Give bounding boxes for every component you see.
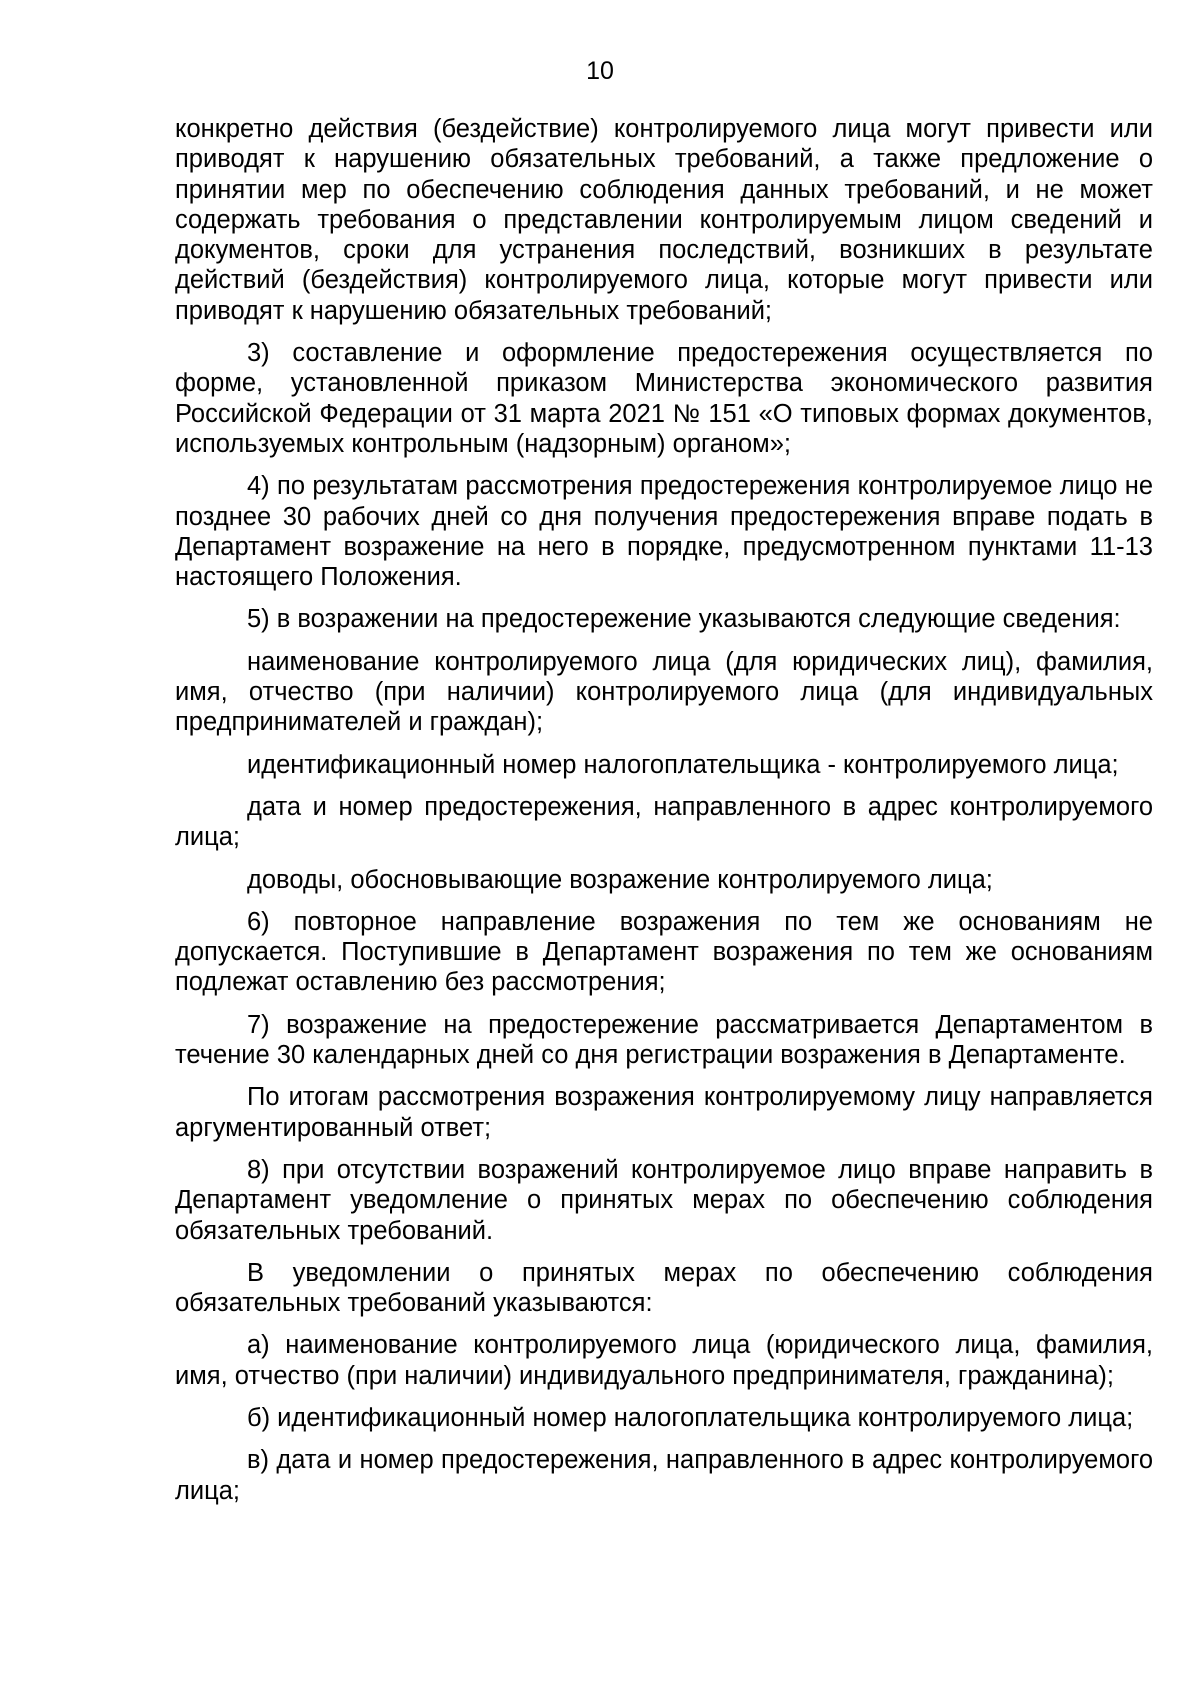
paragraph-item-5: 5) в возражении на предостережение указываются следующие сведения: — [247, 605, 1121, 634]
paragraph-subitem-b: б) идентификационный номер налогоплательщика контролируемого лица; — [247, 1403, 1134, 1432]
paragraph-objection-arguments: доводы, обосновывающие возражение контролируемого лица; — [247, 865, 993, 894]
paragraph-notification-contents: В уведомлении о принятых мерах по обеспечению соблюдения обязательных требований указываются: — [175, 1258, 1153, 1318]
paragraph-item-4: 4) по результатам рассмотрения предостережения контролируемое лицо не позднее 30 рабочих дней со дня получения предостережения вправе подать в Департамент возражение на него в порядке, предусмотренном пунктами 11-13 настоящего Положения. — [175, 472, 1153, 592]
paragraph-item-7: 7) возражение на предостережение рассматривается Департаментом в течение 30 календарных дней со дня регистрации возражения в Департаменте. — [175, 1010, 1153, 1070]
paragraph-objection-inn: идентификационный номер налогоплательщика - контролируемого лица; — [247, 750, 1119, 779]
paragraph-objection-name: наименование контролируемого лица (для юридических лиц), фамилия, имя, отчество (при наличии) контролируемого лица (для индивидуальных предпринимателей и граждан); — [175, 647, 1153, 737]
paragraph-objection-date: дата и номер предостережения, направленного в адрес контролируемого лица; — [175, 792, 1153, 852]
paragraph-subitem-a: а) наименование контролируемого лица (юридического лица, фамилия, имя, отчество (при наличии) индивидуального предпринимателя, гражданина); — [175, 1331, 1153, 1390]
paragraph-subitem-v: в) дата и номер предостережения, направленного в адрес контролируемого лица; — [175, 1446, 1153, 1505]
paragraph-item-8: 8) при отсутствии возражений контролируемое лицо вправе направить в Департамент уведомление о принятых мерах по обеспечению соблюдения обязательных требований. — [175, 1155, 1153, 1245]
page-number: 10 — [586, 57, 614, 85]
paragraph-review-result: По итогам рассмотрения возражения контролируемому лицу направляется аргументированный ответ; — [175, 1083, 1153, 1142]
document-body — [175, 114, 1153, 1518]
paragraph-continuation: конкретно действия (бездействие) контролируемого лица могут привести или приводят к нарушению обязательных требований, а также предложение о принятии мер по обеспечению соблюдения данных требований, и не может содержать требования о представлении контролируемым лицом сведений и документов, сроки для устранения последствий, возникших в результате действий (бездействия) контролируемого лица, которые могут привести или приводят к нарушению обязательных требований; — [175, 115, 1153, 325]
paragraph-item-6: 6) повторное направление возражения по тем же основаниям не допускается. Поступившие в Департамент возражения по тем же основаниям подлежат оставлению без рассмотрения; — [175, 907, 1153, 997]
paragraph-item-3: 3) составление и оформление предостережения осуществляется по форме, установленной приказом Министерства экономического развития Российской Федерации от 31 марта 2021 № 151 «О типовых формах документов, используемых контрольным (надзорным) органом»; — [175, 339, 1153, 458]
